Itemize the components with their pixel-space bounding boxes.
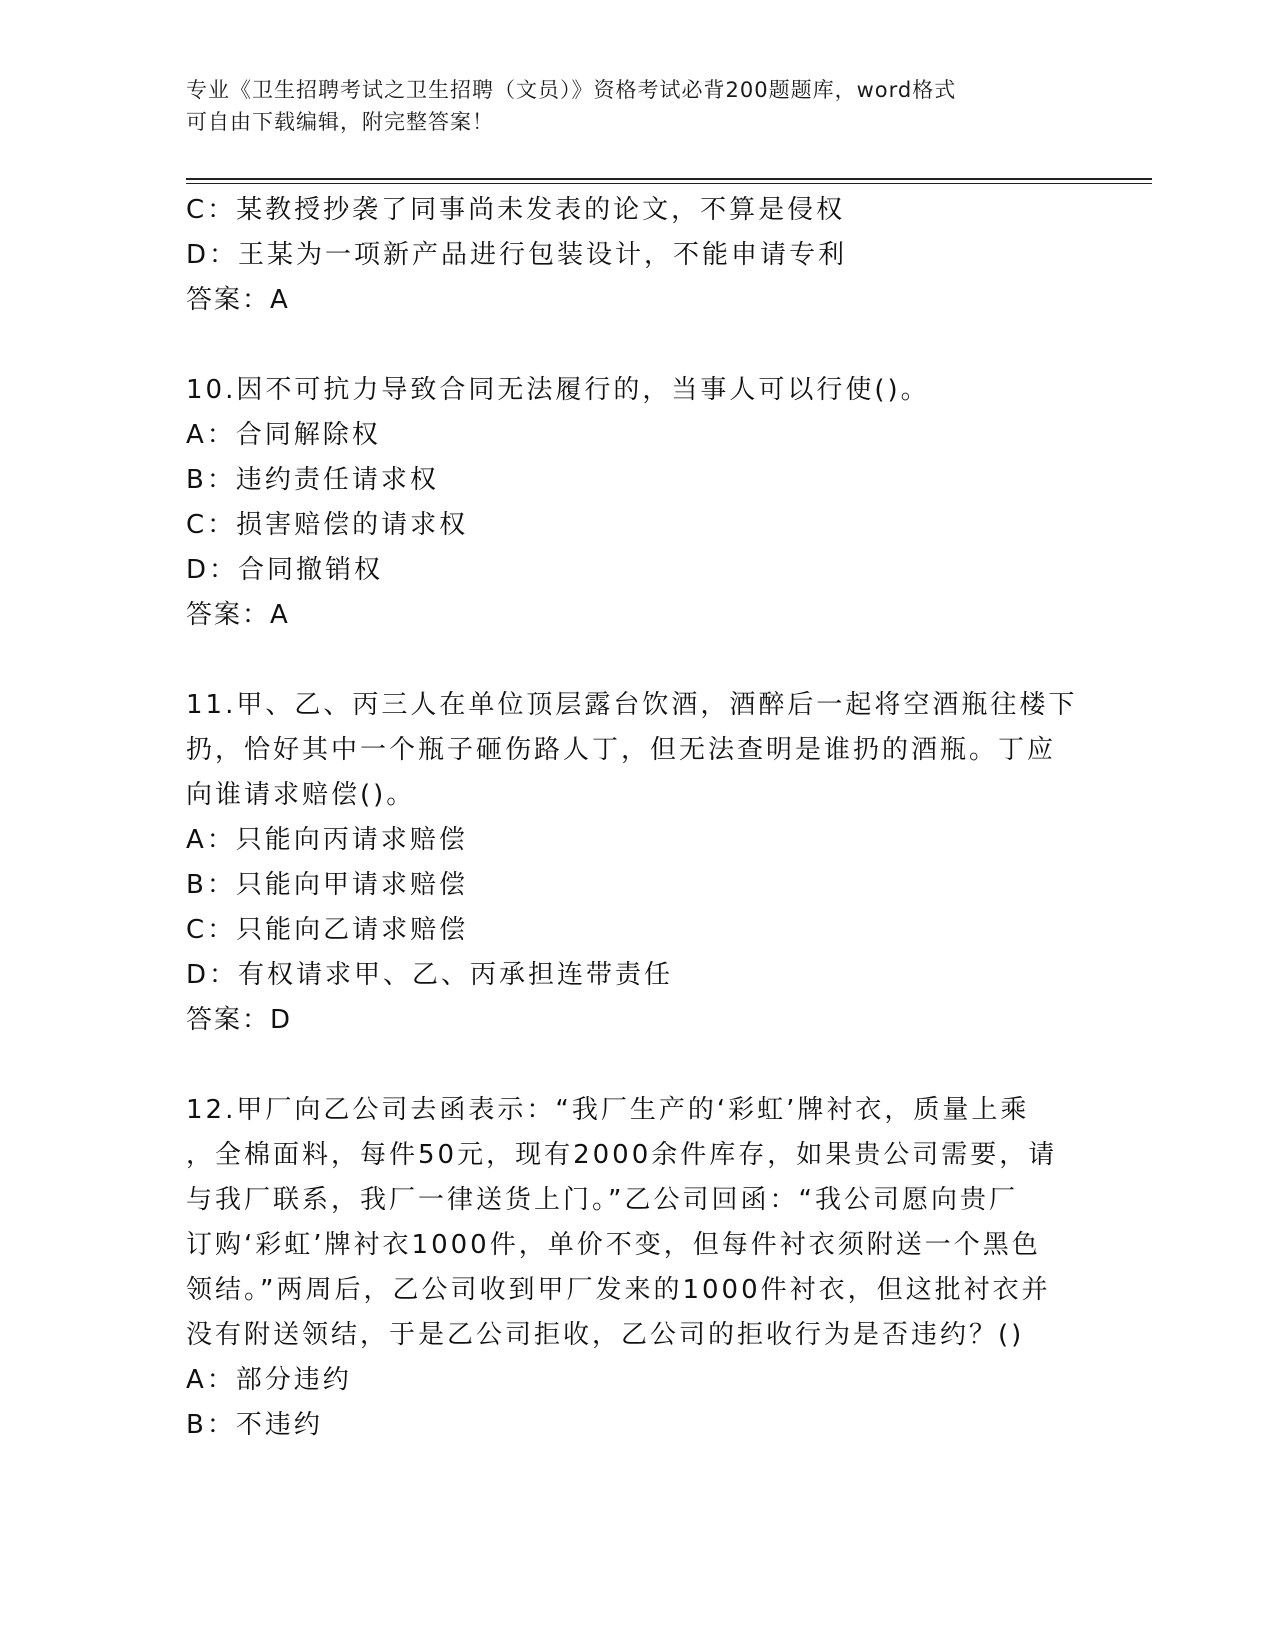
q12-text-line: 订购‘彩虹’牌衬衣1000件，单价不变，但每件衬衣须附送一个黑色 — [186, 1230, 1041, 1260]
q10-option-a: A：合同解除权 — [186, 420, 381, 450]
q10-option-b: B：违约责任请求权 — [186, 465, 439, 495]
q10-text: 10.因不可抗力导致合同无法履行的，当事人可以行使()。 — [186, 375, 930, 405]
q12-text-line: 12.甲厂向乙公司去函表示：“我厂生产的‘彩虹’牌衬衣，质量上乘 — [186, 1095, 1030, 1125]
header-line-2: 可自由下载编辑，附完整答案！ — [186, 110, 494, 134]
header-divider — [186, 178, 1152, 184]
document-header — [186, 74, 1066, 138]
q11-answer: 答案：D — [186, 1005, 293, 1035]
spacer — [186, 1043, 1086, 1088]
q11-text-line: 扔，恰好其中一个瓶子砸伤路人丁，但无法查明是谁扔的酒瓶。丁应 — [186, 735, 1057, 765]
spacer — [186, 323, 1086, 368]
q12-text-line: 与我厂联系，我厂一律送货上门。”乙公司回函：“我公司愿向贵厂 — [186, 1185, 1018, 1215]
q11-option-d: D：有权请求甲、乙、丙承担连带责任 — [186, 960, 674, 990]
q9-option-c: C：某教授抄袭了同事尚未发表的论文，不算是侵权 — [186, 195, 846, 225]
q11-text-line: 向谁请求赔偿()。 — [186, 780, 416, 810]
q9-option-d: D：王某为一项新产品进行包装设计，不能申请专利 — [186, 240, 848, 270]
q11-option-b: B：只能向甲请求赔偿 — [186, 870, 468, 900]
header-line-1: 专业《卫生招聘考试之卫生招聘（文员）》资格考试必背200题题库，word格式 — [186, 78, 957, 102]
q11-text — [186, 683, 1076, 818]
q10-option-d: D：合同撤销权 — [186, 555, 384, 585]
q9-answer: 答案：A — [186, 285, 290, 315]
q10-answer: 答案：A — [186, 600, 290, 630]
header-divider-thick — [186, 178, 1152, 180]
q12-text-line: 领结。”两周后，乙公司收到甲厂发来的1000件衬衣，但这批衬衣并 — [186, 1275, 1051, 1305]
q12-option-a: A：部分违约 — [186, 1365, 352, 1395]
q12-text — [186, 1088, 1076, 1358]
q12-text-line: 没有附送领结，于是乙公司拒收，乙公司的拒收行为是否违约？() — [186, 1320, 1025, 1350]
header-divider-thin — [186, 183, 1152, 184]
q12-option-b: B：不违约 — [186, 1410, 323, 1440]
q11-option-c: C：只能向乙请求赔偿 — [186, 915, 469, 945]
q10-option-c: C：损害赔偿的请求权 — [186, 510, 469, 540]
q11-text-line: 11.甲、乙、丙三人在单位顶层露台饮酒，酒醉后一起将空酒瓶往楼下 — [186, 690, 1078, 720]
question-content — [186, 188, 1086, 1448]
spacer — [186, 638, 1086, 683]
q11-option-a: A：只能向丙请求赔偿 — [186, 825, 468, 855]
q12-text-line: ，全棉面料，每件50元，现有2000余件库存，如果贵公司需要，请 — [186, 1140, 1058, 1170]
